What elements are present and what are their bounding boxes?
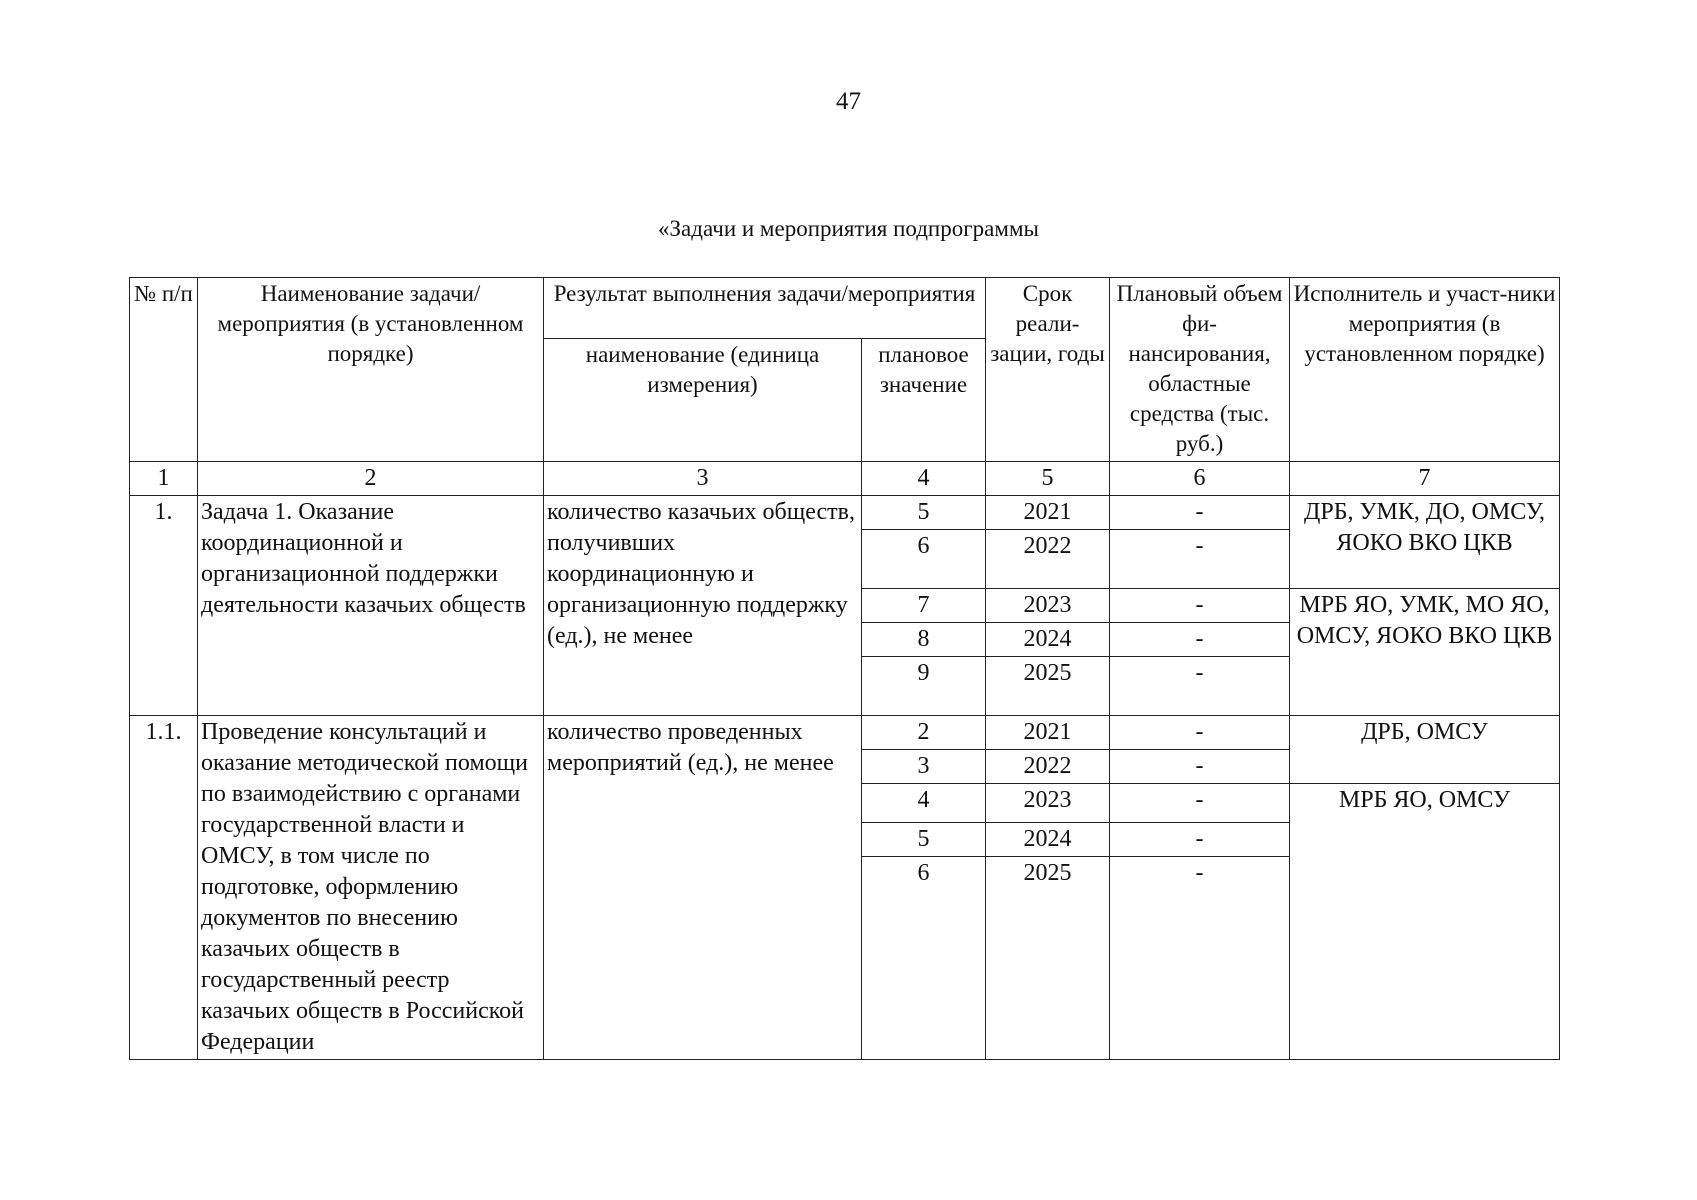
finance-value: - xyxy=(1110,784,1290,823)
plan-value: 5 xyxy=(862,496,986,530)
column-number: 6 xyxy=(1110,462,1290,496)
header-result-name: наименование (единица измерения) xyxy=(544,339,862,462)
header-row-1 xyxy=(130,278,1560,339)
finance-value: - xyxy=(1110,823,1290,857)
result-name: количество казачьих обществ, получивших координационную и организационную поддержку (ед.), не менее xyxy=(544,496,862,716)
plan-value: 6 xyxy=(862,530,986,589)
column-numbers-row xyxy=(130,462,1560,496)
plan-value: 6 xyxy=(862,857,986,1060)
row-number: 1.1. xyxy=(130,716,198,1060)
year: 2024 xyxy=(986,823,1110,857)
header-executors: Исполнитель и участ-ники мероприятия (в установленном порядке) xyxy=(1290,278,1560,462)
column-number: 1 xyxy=(130,462,198,496)
year: 2022 xyxy=(986,750,1110,784)
finance-value: - xyxy=(1110,496,1290,530)
plan-value: 9 xyxy=(862,657,986,716)
year: 2023 xyxy=(986,784,1110,823)
executors: ДРБ, УМК, ДО, ОМСУ, ЯОКО ВКО ЦКВ xyxy=(1290,496,1560,589)
plan-value: 7 xyxy=(862,589,986,623)
result-name: количество проведенных мероприятий (ед.), не менее xyxy=(544,716,862,1060)
executors: ДРБ, ОМСУ xyxy=(1290,716,1560,784)
table-row xyxy=(130,716,1560,750)
table-row xyxy=(130,496,1560,530)
finance-value: - xyxy=(1110,750,1290,784)
page-number: 47 xyxy=(836,88,861,115)
year: 2022 xyxy=(986,530,1110,589)
tasks-table xyxy=(129,277,1560,1060)
finance-value: - xyxy=(1110,716,1290,750)
finance-value: - xyxy=(1110,857,1290,1060)
column-number: 4 xyxy=(862,462,986,496)
year: 2025 xyxy=(986,657,1110,716)
header-result: Результат выполнения задачи/мероприятия xyxy=(544,278,986,339)
plan-value: 5 xyxy=(862,823,986,857)
plan-value: 2 xyxy=(862,716,986,750)
header-number: № п/п xyxy=(130,278,198,462)
header-task-name: Наименование задачи/мероприятия (в установленном порядке) xyxy=(198,278,544,462)
column-number: 7 xyxy=(1290,462,1560,496)
plan-value: 8 xyxy=(862,623,986,657)
column-number: 3 xyxy=(544,462,862,496)
executors: МРБ ЯО, УМК, МО ЯО, ОМСУ, ЯОКО ВКО ЦКВ xyxy=(1290,589,1560,716)
row-number: 1. xyxy=(130,496,198,716)
finance-value: - xyxy=(1110,657,1290,716)
year: 2024 xyxy=(986,623,1110,657)
year: 2023 xyxy=(986,589,1110,623)
finance-value: - xyxy=(1110,623,1290,657)
document-title: «Задачи и мероприятия подпрограммы xyxy=(658,216,1039,241)
plan-value: 4 xyxy=(862,784,986,823)
task-name: Проведение консультаций и оказание методической помощи по взаимодействию с органами государственной власти и ОМСУ, в том числе по подготовке, оформлению документов по внесению казачьих обществ в государственный реестр казачьих обществ в Российской Федерации xyxy=(198,716,544,1060)
finance-value: - xyxy=(1110,530,1290,589)
column-number: 2 xyxy=(198,462,544,496)
finance-value: - xyxy=(1110,589,1290,623)
year: 2021 xyxy=(986,496,1110,530)
task-name: Задача 1. Оказание координационной и организационной поддержки деятельности казачьих обществ xyxy=(198,496,544,716)
executors: МРБ ЯО, ОМСУ xyxy=(1290,784,1560,1060)
year: 2021 xyxy=(986,716,1110,750)
year: 2025 xyxy=(986,857,1110,1060)
header-plan-value: плановое значение xyxy=(862,339,986,462)
plan-value: 3 xyxy=(862,750,986,784)
header-period: Срок реали-зации, годы xyxy=(986,278,1110,462)
header-finance: Плановый объем фи-нансирования, областные средства (тыс. руб.) xyxy=(1110,278,1290,462)
column-number: 5 xyxy=(986,462,1110,496)
